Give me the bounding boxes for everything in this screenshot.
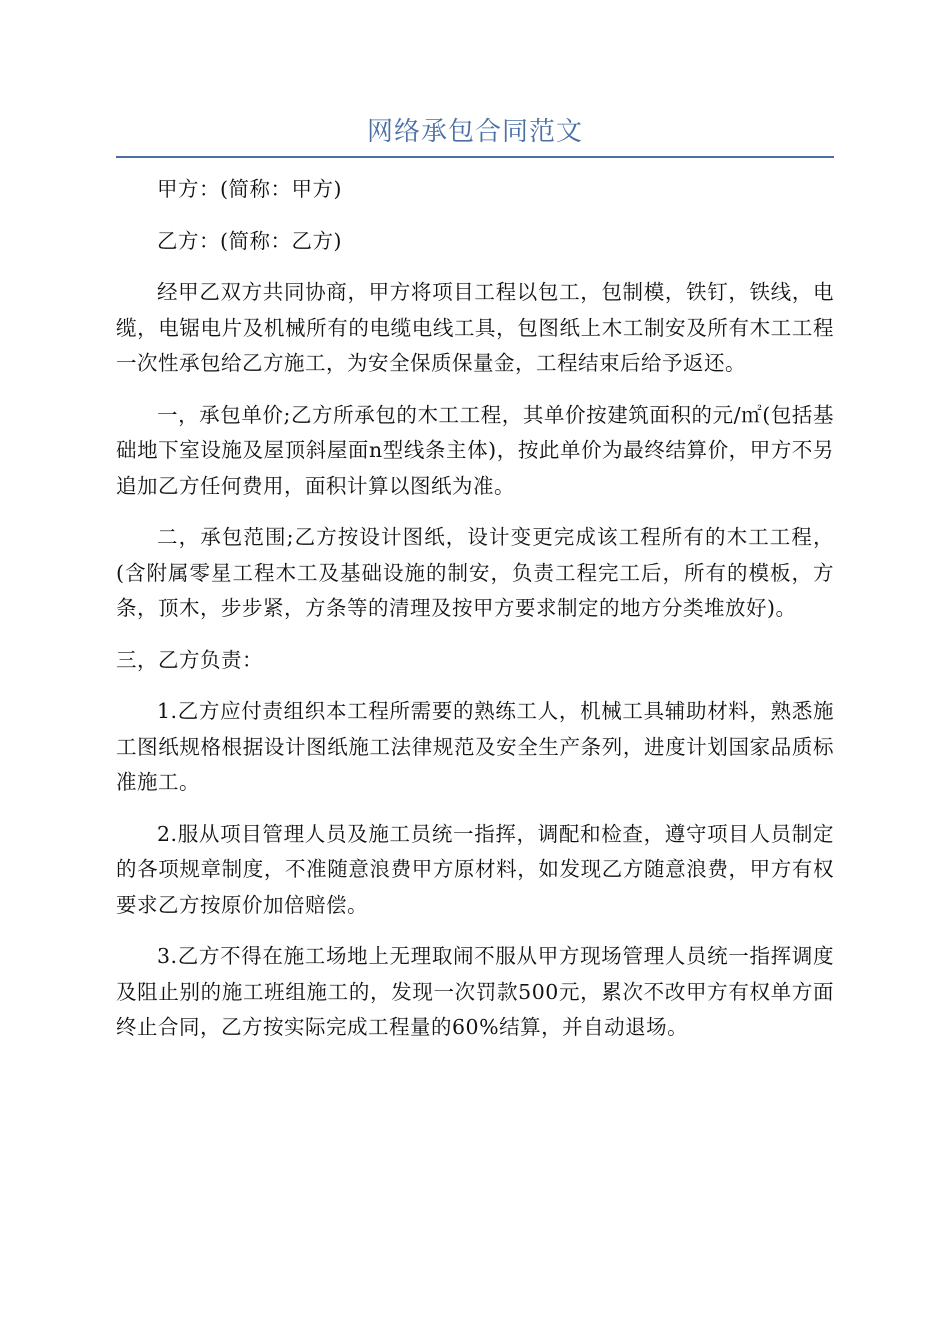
clause-2-scope: 二，承包范围;乙方按设计图纸，设计变更完成该工程所有的木工工程，(含附属零星工程木工及基础设施的制安，负责工程完工后，所有的模板，方条，顶木，步步紧，方条等的清理及按甲方要求制定的地方分类堆放好)。	[116, 525, 834, 620]
clause-3-heading: 三，乙方负责：	[116, 647, 263, 672]
document-body	[116, 172, 834, 1062]
clause-3-item-3: 3.乙方不得在施工场地上无理取闹不服从甲方现场管理人员统一指挥调度及阻止别的施工班组施工的，发现一次罚款500元，累次不改甲方有权单方面终止合同，乙方按实际完成工程量的60%结算，并自动退场。	[116, 944, 834, 1039]
title-block	[116, 112, 834, 158]
clause-3-item-2: 2.服从项目管理人员及施工员统一指挥，调配和检查，遵守项目人员制定的各项规章制度，不准随意浪费甲方原材料，如发现乙方随意浪费，甲方有权要求乙方按原价加倍赔偿。	[116, 821, 834, 917]
document-title: 网络承包合同范文	[366, 117, 583, 147]
party-a-line: 甲方：(简称：甲方)	[157, 177, 342, 201]
intro-paragraph: 经甲乙双方共同协商，甲方将项目工程以包工，包制模，铁钉，铁线，电缆，电锯电片及机械所有的电缆电线工具，包图纸上木工制安及所有木工工程一次性承包给乙方施工，为安全保质保量金，工程结束后给予返还。	[116, 280, 834, 375]
party-b-line: 乙方：(简称：乙方)	[157, 228, 342, 253]
clause-1-unit-price: 一，承包单价;乙方所承包的木工工程，其单价按建筑面积的元/㎡(包括基础地下室设施及屋顶斜屋面n型线条主体)，按此单价为最终结算价，甲方不另追加乙方任何费用，面积计算以图纸为准。	[116, 402, 834, 498]
clause-3-item-1: 1.乙方应付责组织本工程所需要的熟练工人，机械工具辅助材料，熟悉施工图纸规格根据设计图纸施工法律规范及安全生产条列，进度计划国家品质标准施工。	[116, 699, 834, 794]
